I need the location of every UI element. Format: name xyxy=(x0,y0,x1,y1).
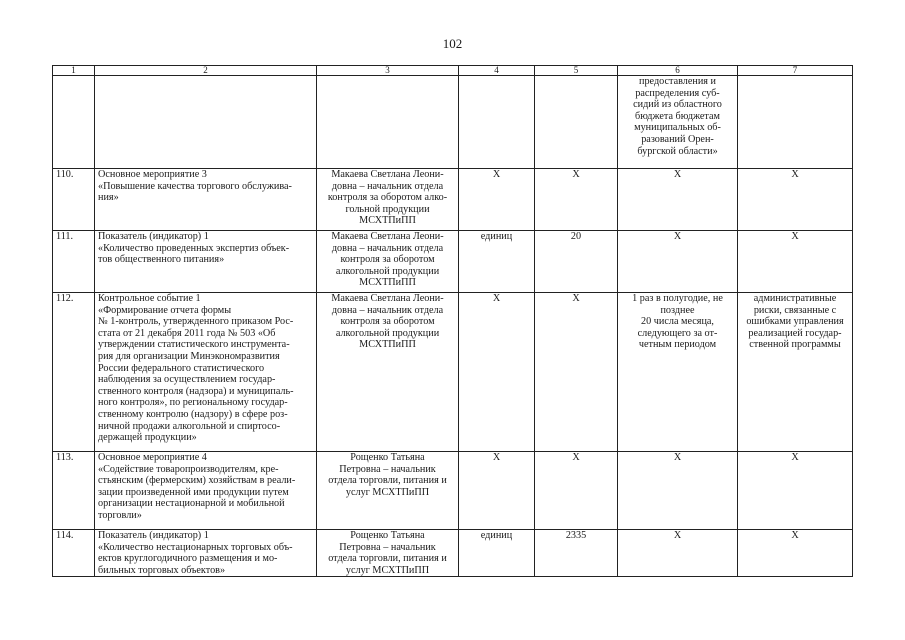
activity-name-cell-line: ничной продажи алкогольной и спиртосо- xyxy=(98,420,281,432)
row-number-cell xyxy=(53,76,95,169)
table-row xyxy=(53,530,853,577)
column6-cell-line: Х xyxy=(673,231,682,242)
column6-cell-line: позднее xyxy=(660,304,695,316)
column7-cell xyxy=(738,169,853,231)
responsible-cell-line: Рощенко Татьяна xyxy=(350,530,425,541)
column6-cell-line: следующего за от- xyxy=(637,327,718,339)
column7-cell-line: Х xyxy=(791,231,799,242)
activity-name-cell-line: Контрольное событие 1 xyxy=(98,293,201,304)
column7-cell-line: реализацией государ- xyxy=(748,327,842,339)
responsible-cell xyxy=(317,231,459,293)
activity-name-cell-line: Показатель (индикатор) 1 xyxy=(98,231,209,242)
responsible-cell-line: довна – начальник отдела xyxy=(331,304,444,316)
responsible-cell-line: услуг МСХТПиПП xyxy=(345,486,430,498)
value-cell: Х xyxy=(535,169,618,231)
activity-name-cell-line: России федерального статистического xyxy=(98,362,265,374)
column-header: 6 xyxy=(618,66,738,76)
column6-cell-line: распределения суб- xyxy=(635,87,720,99)
column6-cell xyxy=(618,530,738,577)
activity-name-cell-line: Основное мероприятие 4 xyxy=(98,452,207,463)
activity-name-cell-line: зации произведенной ими продукции путем xyxy=(98,486,289,498)
value-cell xyxy=(535,76,618,169)
column7-cell-line: Х xyxy=(791,452,799,463)
column7-cell xyxy=(738,76,853,169)
responsible-cell-line: МСХТПиПП xyxy=(359,277,416,289)
column6-cell xyxy=(618,231,738,293)
responsible-cell-line: Макаева Светлана Леони- xyxy=(331,231,444,242)
column6-cell-line: сидий из областного xyxy=(633,99,722,111)
program-table xyxy=(52,65,853,577)
value-cell: 20 xyxy=(535,231,618,293)
responsible-cell-line: Петровна – начальник xyxy=(339,541,436,553)
activity-name-cell-line: ния» xyxy=(98,192,119,204)
column7-cell-line: Х xyxy=(791,530,799,541)
column6-cell xyxy=(618,76,738,169)
column6-cell-line: разований Орен- xyxy=(641,133,714,145)
row-number-cell: 114. xyxy=(53,530,95,577)
column6-cell-line: Х xyxy=(673,169,682,180)
activity-name-cell-line: «Формирование отчета формы xyxy=(98,304,232,316)
column6-cell xyxy=(618,452,738,530)
responsible-cell xyxy=(317,293,459,452)
column-header: 4 xyxy=(459,66,535,76)
activity-name-cell xyxy=(95,231,317,293)
activity-name-cell-line: утверждении статистического инструмента- xyxy=(98,339,290,351)
activity-name-cell-line: держащей продукции» xyxy=(98,432,197,444)
responsible-cell xyxy=(317,169,459,231)
activity-name-cell-line: «Содействие товаропроизводителям, кре- xyxy=(98,463,279,475)
responsible-cell-line: контроля за оборотом алко- xyxy=(327,192,448,204)
column6-cell-line: 20 числа месяца, xyxy=(641,316,714,328)
column6-cell-line: бюджета бюджетам xyxy=(635,110,720,122)
activity-name-cell-line: организации нестационарной и мобильной xyxy=(98,498,285,510)
column7-cell xyxy=(738,530,853,577)
column6-cell-line: 1 раз в полугодие, не xyxy=(632,293,723,304)
value-cell: 2335 xyxy=(535,530,618,577)
table-row xyxy=(53,231,853,293)
column6-cell-line: бургской области» xyxy=(637,145,718,157)
responsible-cell-line: Макаева Светлана Леони- xyxy=(331,293,444,304)
column6-cell-line: предоставления и xyxy=(639,76,716,87)
responsible-cell-line: алкогольной продукции xyxy=(335,265,440,277)
responsible-cell-line: довна – начальник отдела xyxy=(331,180,444,192)
responsible-cell-line: Рощенко Татьяна xyxy=(350,452,425,463)
page-number: 102 xyxy=(442,36,463,51)
responsible-cell-line: довна – начальник отдела xyxy=(331,242,444,254)
column-header-row xyxy=(53,66,853,76)
table-row xyxy=(53,293,853,452)
column-header: 2 xyxy=(95,66,317,76)
column7-cell xyxy=(738,231,853,293)
column6-cell-line: Х xyxy=(673,452,682,463)
row-number-cell: 110. xyxy=(53,169,95,231)
activity-name-cell-line: ектов круглогодичного размещения и мо- xyxy=(98,553,278,565)
responsible-cell-line: МСХТПиПП xyxy=(359,215,416,227)
responsible-cell-line: контроля за оборотом xyxy=(340,254,435,266)
unit-cell: единиц xyxy=(459,530,535,577)
activity-name-cell-line: стата от 21 декабря 2011 года № 503 «Об xyxy=(98,327,276,339)
row-number-cell: 112. xyxy=(53,293,95,452)
responsible-cell xyxy=(317,530,459,577)
activity-name-cell-line: рия для организации Минэкономразвития xyxy=(98,350,280,362)
activity-name-cell xyxy=(95,76,317,169)
activity-name-cell-line: торговли» xyxy=(98,509,142,521)
activity-name-cell xyxy=(95,452,317,530)
activity-name-cell-line: наблюдения за осуществлением государ- xyxy=(98,374,276,386)
responsible-cell-line: отдела торговли, питания и xyxy=(328,553,447,565)
column7-cell-line: риски, связанные с xyxy=(753,304,837,316)
unit-cell: единиц xyxy=(459,231,535,293)
responsible-cell xyxy=(317,452,459,530)
activity-name-cell-line: ственному контролю (надзору) в сфере роз- xyxy=(98,408,288,420)
column6-cell xyxy=(618,293,738,452)
column6-cell-line: муниципальных об- xyxy=(634,122,721,134)
column7-cell-line: Х xyxy=(791,169,799,180)
column7-cell xyxy=(738,293,853,452)
table-row xyxy=(53,76,853,169)
row-number-cell: 111. xyxy=(53,231,95,293)
activity-name-cell xyxy=(95,293,317,452)
activity-name-cell xyxy=(95,169,317,231)
column-header: 5 xyxy=(535,66,618,76)
activity-name-cell-line: «Количество нестационарных торговых объ- xyxy=(98,541,293,553)
activity-name-cell-line: тов общественного питания» xyxy=(98,254,225,266)
responsible-cell-line: Макаева Светлана Леони- xyxy=(331,169,444,180)
column6-cell-line: четным периодом xyxy=(638,339,717,351)
row-number-cell: 113. xyxy=(53,452,95,530)
activity-name-cell-line: «Количество проведенных экспертиз объек- xyxy=(98,242,290,254)
value-cell: Х xyxy=(535,293,618,452)
column6-cell xyxy=(618,169,738,231)
activity-name-cell-line: ственного контроля (надзора) и муниципаль- xyxy=(98,385,294,397)
column6-cell-line: Х xyxy=(673,530,682,541)
responsible-cell-line: гольной продукции xyxy=(345,203,430,215)
responsible-cell xyxy=(317,76,459,169)
column-header: 3 xyxy=(317,66,459,76)
column-header: 1 xyxy=(53,66,95,76)
activity-name-cell xyxy=(95,530,317,577)
activity-name-cell-line: «Повышение качества торгового обслужива- xyxy=(98,180,292,192)
unit-cell: Х xyxy=(459,452,535,530)
unit-cell xyxy=(459,76,535,169)
column-header: 7 xyxy=(738,66,853,76)
column7-cell-line: ошибками управления xyxy=(746,316,844,328)
activity-name-cell-line: Основное мероприятие 3 xyxy=(98,169,207,180)
column7-cell-line: административные xyxy=(753,293,837,304)
responsible-cell-line: контроля за оборотом xyxy=(340,316,435,328)
column7-cell xyxy=(738,452,853,530)
value-cell: Х xyxy=(535,452,618,530)
activity-name-cell-line: № 1-контроль, утвержденного приказом Рос- xyxy=(98,316,294,328)
column7-cell-line: ственной программы xyxy=(749,339,841,351)
responsible-cell-line: услуг МСХТПиПП xyxy=(345,564,430,576)
activity-name-cell-line: стьянским (фермерским) хозяйствам в реали- xyxy=(98,475,296,487)
activity-name-cell-line: Показатель (индикатор) 1 xyxy=(98,530,209,541)
responsible-cell-line: алкогольной продукции xyxy=(335,327,440,339)
table-row xyxy=(53,169,853,231)
table-row xyxy=(53,452,853,530)
activity-name-cell-line: бильных торговых объектов» xyxy=(98,564,226,576)
unit-cell: Х xyxy=(459,293,535,452)
responsible-cell-line: отдела торговли, питания и xyxy=(328,475,447,487)
responsible-cell-line: МСХТПиПП xyxy=(359,339,416,351)
unit-cell: Х xyxy=(459,169,535,231)
responsible-cell-line: Петровна – начальник xyxy=(339,463,436,475)
activity-name-cell-line: ного контроля», по региональному государ- xyxy=(98,397,288,409)
